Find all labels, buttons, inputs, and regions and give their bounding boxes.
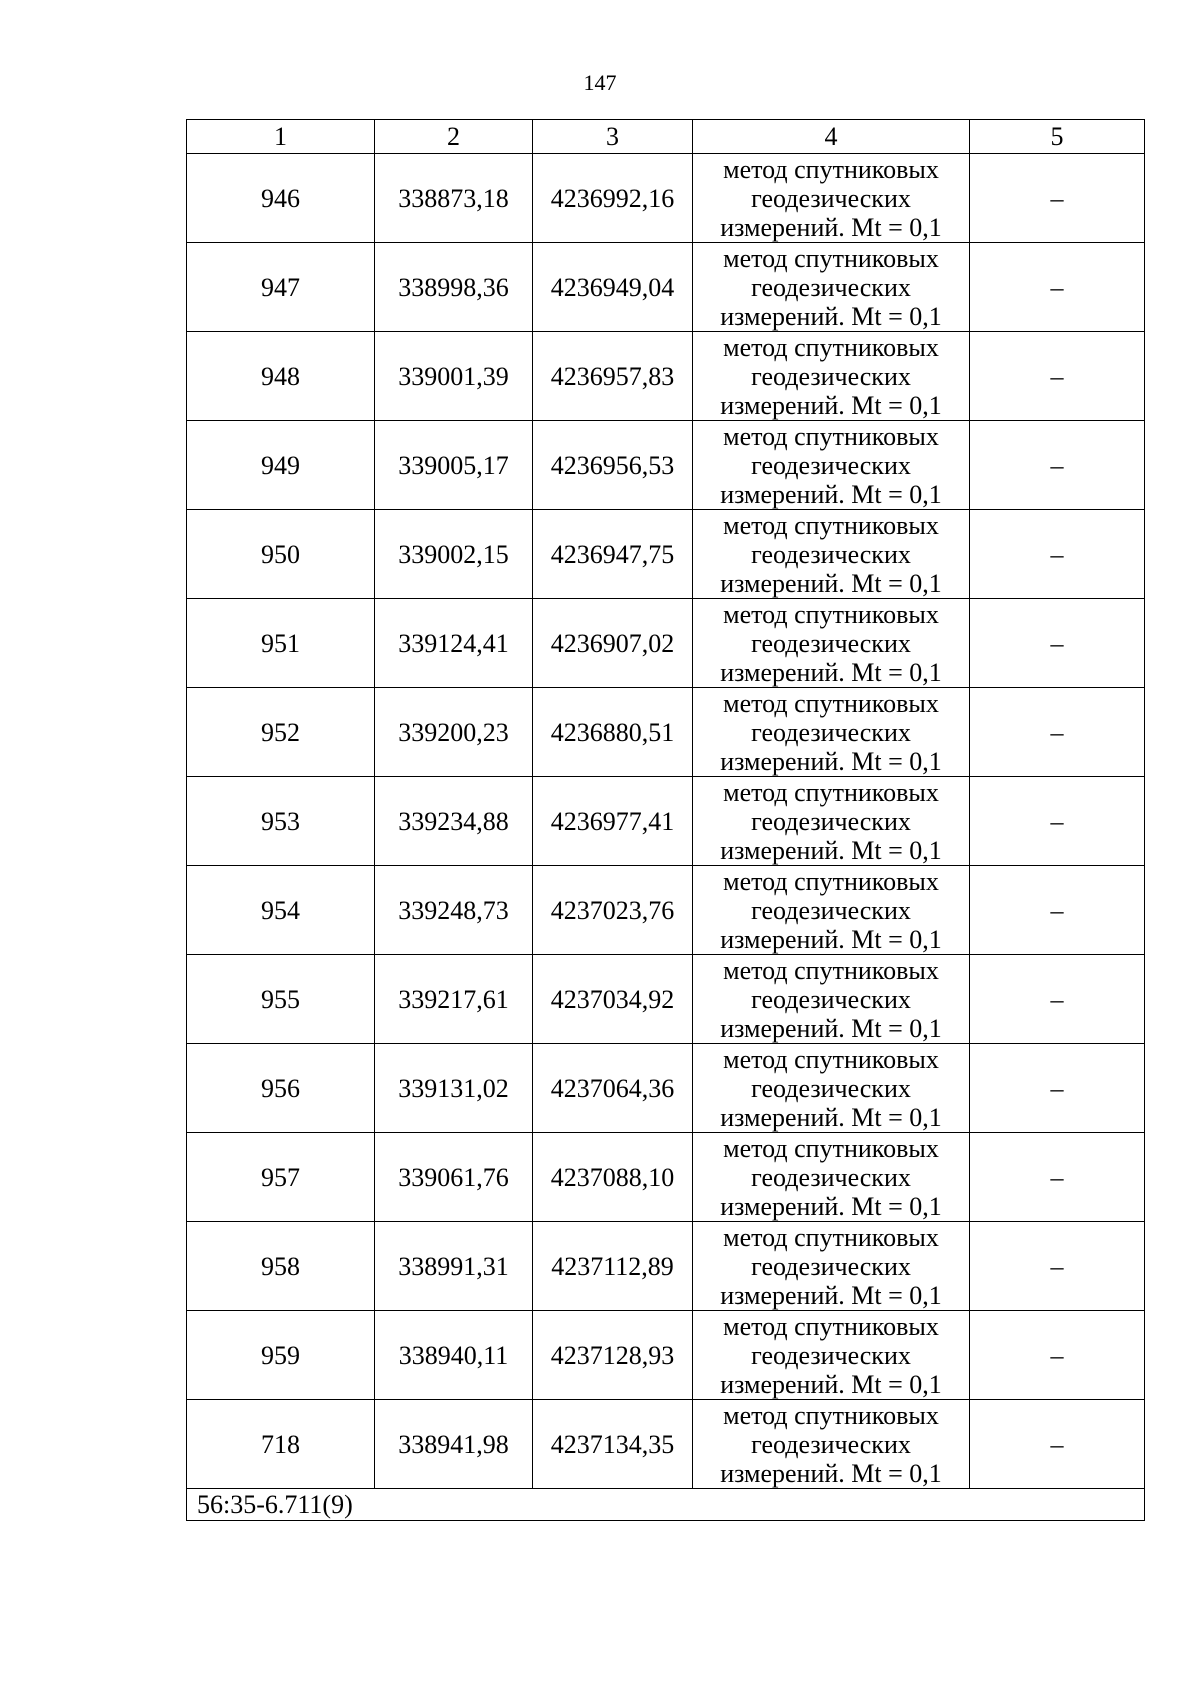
point-description: – <box>970 955 1145 1044</box>
point-description: – <box>970 332 1145 421</box>
y-coordinate: 4237064,36 <box>533 1044 693 1133</box>
point-description: – <box>970 777 1145 866</box>
table-row <box>187 1044 1145 1133</box>
y-coordinate: 4237112,89 <box>533 1222 693 1311</box>
page-number: 147 <box>583 70 617 95</box>
x-coordinate: 338873,18 <box>375 154 533 243</box>
point-number: 957 <box>187 1133 375 1222</box>
point-description: – <box>970 1222 1145 1311</box>
point-number: 952 <box>187 688 375 777</box>
table-header-row <box>187 120 1145 154</box>
point-number: 718 <box>187 1400 375 1489</box>
x-coordinate: 338991,31 <box>375 1222 533 1311</box>
x-coordinate: 339217,61 <box>375 955 533 1044</box>
point-description: – <box>970 421 1145 510</box>
x-coordinate: 338940,11 <box>375 1311 533 1400</box>
point-number: 949 <box>187 421 375 510</box>
x-coordinate: 338998,36 <box>375 243 533 332</box>
table-body <box>187 154 1145 1521</box>
measurement-method: метод спутниковых геодезических измерений. Mt = 0,1 <box>693 154 970 243</box>
table-row <box>187 421 1145 510</box>
point-description: – <box>970 866 1145 955</box>
y-coordinate: 4236956,53 <box>533 421 693 510</box>
measurement-method: метод спутниковых геодезических измерений. Mt = 0,1 <box>693 421 970 510</box>
y-coordinate: 4236907,02 <box>533 599 693 688</box>
column-header: 2 <box>375 120 533 154</box>
x-coordinate: 339002,15 <box>375 510 533 599</box>
measurement-method: метод спутниковых геодезических измерений. Mt = 0,1 <box>693 688 970 777</box>
document-code: 56:35-6.711(9) <box>187 1489 1145 1521</box>
y-coordinate: 4236957,83 <box>533 332 693 421</box>
measurement-method: метод спутниковых геодезических измерений. Mt = 0,1 <box>693 777 970 866</box>
measurement-method: метод спутниковых геодезических измерений. Mt = 0,1 <box>693 510 970 599</box>
measurement-method: метод спутниковых геодезических измерений. Mt = 0,1 <box>693 955 970 1044</box>
table-row <box>187 510 1145 599</box>
measurement-method: метод спутниковых геодезических измерений. Mt = 0,1 <box>693 1044 970 1133</box>
table-row <box>187 688 1145 777</box>
measurement-method: метод спутниковых геодезических измерений. Mt = 0,1 <box>693 1400 970 1489</box>
point-number: 947 <box>187 243 375 332</box>
point-number: 955 <box>187 955 375 1044</box>
table-row <box>187 1311 1145 1400</box>
y-coordinate: 4237088,10 <box>533 1133 693 1222</box>
point-number: 953 <box>187 777 375 866</box>
point-description: – <box>970 154 1145 243</box>
table-row <box>187 866 1145 955</box>
y-coordinate: 4236880,51 <box>533 688 693 777</box>
column-header: 1 <box>187 120 375 154</box>
point-description: – <box>970 1133 1145 1222</box>
column-header: 4 <box>693 120 970 154</box>
table-row <box>187 599 1145 688</box>
x-coordinate: 339234,88 <box>375 777 533 866</box>
point-number: 951 <box>187 599 375 688</box>
point-description: – <box>970 1311 1145 1400</box>
x-coordinate: 339061,76 <box>375 1133 533 1222</box>
y-coordinate: 4237023,76 <box>533 866 693 955</box>
measurement-method: метод спутниковых геодезических измерений. Mt = 0,1 <box>693 332 970 421</box>
point-description: – <box>970 243 1145 332</box>
y-coordinate: 4237034,92 <box>533 955 693 1044</box>
y-coordinate: 4236977,41 <box>533 777 693 866</box>
point-number: 946 <box>187 154 375 243</box>
measurement-method: метод спутниковых геодезических измерений. Mt = 0,1 <box>693 599 970 688</box>
x-coordinate: 339001,39 <box>375 332 533 421</box>
point-description: – <box>970 1400 1145 1489</box>
table-row <box>187 243 1145 332</box>
table-footer-row <box>187 1489 1145 1521</box>
table-row <box>187 332 1145 421</box>
table-row <box>187 1400 1145 1489</box>
table-row <box>187 154 1145 243</box>
column-header: 5 <box>970 120 1145 154</box>
y-coordinate: 4237128,93 <box>533 1311 693 1400</box>
x-coordinate: 339005,17 <box>375 421 533 510</box>
column-header: 3 <box>533 120 693 154</box>
point-description: – <box>970 688 1145 777</box>
measurement-method: метод спутниковых геодезических измерений. Mt = 0,1 <box>693 243 970 332</box>
measurement-method: метод спутниковых геодезических измерений. Mt = 0,1 <box>693 1222 970 1311</box>
point-number: 950 <box>187 510 375 599</box>
table-row <box>187 1222 1145 1311</box>
table-row <box>187 777 1145 866</box>
point-description: – <box>970 1044 1145 1133</box>
x-coordinate: 338941,98 <box>375 1400 533 1489</box>
x-coordinate: 339200,23 <box>375 688 533 777</box>
x-coordinate: 339131,02 <box>375 1044 533 1133</box>
y-coordinate: 4236949,04 <box>533 243 693 332</box>
y-coordinate: 4236992,16 <box>533 154 693 243</box>
table-row <box>187 955 1145 1044</box>
point-number: 948 <box>187 332 375 421</box>
y-coordinate: 4236947,75 <box>533 510 693 599</box>
point-description: – <box>970 599 1145 688</box>
measurement-method: метод спутниковых геодезических измерений. Mt = 0,1 <box>693 866 970 955</box>
point-number: 959 <box>187 1311 375 1400</box>
point-number: 958 <box>187 1222 375 1311</box>
point-description: – <box>970 510 1145 599</box>
coordinates-table <box>186 119 1145 1521</box>
table-row <box>187 1133 1145 1222</box>
point-number: 954 <box>187 866 375 955</box>
x-coordinate: 339124,41 <box>375 599 533 688</box>
measurement-method: метод спутниковых геодезических измерений. Mt = 0,1 <box>693 1133 970 1222</box>
x-coordinate: 339248,73 <box>375 866 533 955</box>
measurement-method: метод спутниковых геодезических измерений. Mt = 0,1 <box>693 1311 970 1400</box>
y-coordinate: 4237134,35 <box>533 1400 693 1489</box>
point-number: 956 <box>187 1044 375 1133</box>
